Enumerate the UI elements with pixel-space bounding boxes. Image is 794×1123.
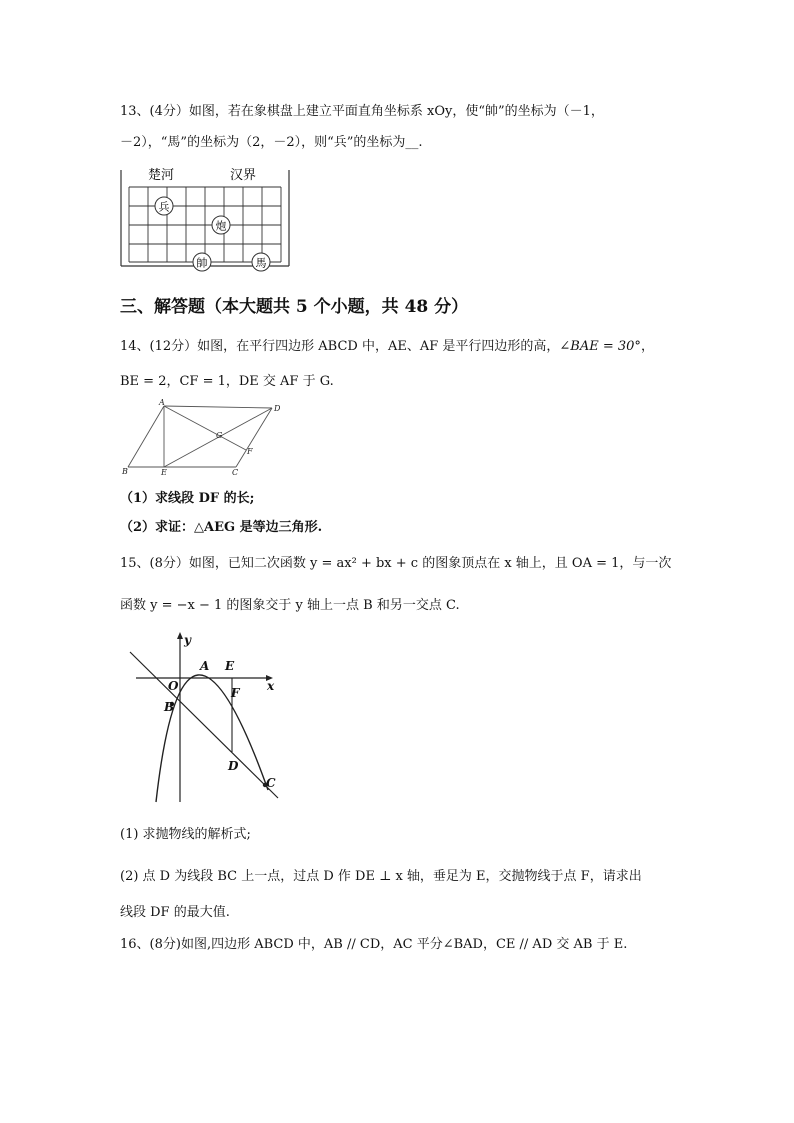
piece-bing [155,197,173,215]
q14-sub1: （1）求线段 DF 的长; [120,491,255,506]
q13-line1: 13、(4分）如图，若在象棋盘上建立平面直角坐标系 xOy，使“帥”的坐标为（－1， [120,104,604,119]
fig15-label-f: F [231,686,240,700]
q14-line1-text: 14、(12分）如图，在平行四边形 ABCD 中，AE、AF 是平行四边形的高， [120,339,560,354]
fig14-label-b: B [122,467,128,476]
section-3-title: 三、解答题（本大题共 5 个小题，共 48 分） [120,297,469,317]
piece-pao [212,216,230,234]
chess-board-figure [118,162,293,272]
fig15-label-b: B [164,700,175,714]
parabola-figure [128,630,283,805]
q14-angle: ∠BAE = 30° [559,339,641,354]
q15-line1: 15、(8分）如图，已知二次函数 y = ax² + bx + c 的图象顶点在 x 轴上，且 OA = 1，与一次 [120,556,672,571]
piece-bing-label: 兵 [158,200,170,214]
fig15-label-a: A [200,659,210,673]
q15-sub2b: 线段 DF 的最大值. [120,905,230,920]
river-left-label: 楚河 [148,168,175,183]
fig14-label-d: D [274,404,281,413]
q15-sub2: (2) 点 D 为线段 BC 上一点，过点 D 作 DE ⊥ x 轴，垂足为 E，交抛物线于点 F，请求出 [120,869,642,884]
fig15-label-x: x [267,679,275,693]
q14-sub2: （2）求证：△AEG 是等边三角形. [120,520,323,535]
fig15-label-c: C [266,776,276,790]
parallelogram-figure [122,398,287,477]
q14-line1: 14、(12分）如图，在平行四边形 ABCD 中，AE、AF 是平行四边形的高，∠BAE = 30°， [120,339,654,354]
fig14-label-f: F [247,447,253,456]
piece-pao-label: 炮 [215,219,227,233]
fig15-label-d: D [228,759,239,773]
fig15-label-y: y [184,633,191,647]
piece-shuai-label: 帥 [196,256,208,270]
river-right-label: 汉界 [230,168,257,183]
q15-sub1: (1) 求抛物线的解析式; [120,827,251,842]
q13-line2: －2），“馬”的坐标为（2，－2），则“兵”的坐标为__. [120,135,423,150]
piece-shuai [193,253,211,271]
fig14-label-g: G [216,431,223,440]
fig15-label-e: E [225,659,235,673]
fig14-label-e: E [161,468,167,477]
fig15-label-o: O [168,679,179,693]
piece-ma [252,253,270,271]
q16-line1: 16、(8分)如图,四边形 ABCD 中，AB // CD，AC 平分∠BAD，CE // AD 交 AB 于 E. [120,937,628,952]
fig14-label-a: A [159,398,165,407]
q14-line2: BE = 2，CF = 1，DE 交 AF 于 G. [120,374,334,389]
q15-line2: 函数 y = −x − 1 的图象交于 y 轴上一点 B 和另一交点 C. [120,598,460,613]
piece-ma-label: 馬 [255,256,267,270]
fig14-label-c: C [232,468,239,477]
